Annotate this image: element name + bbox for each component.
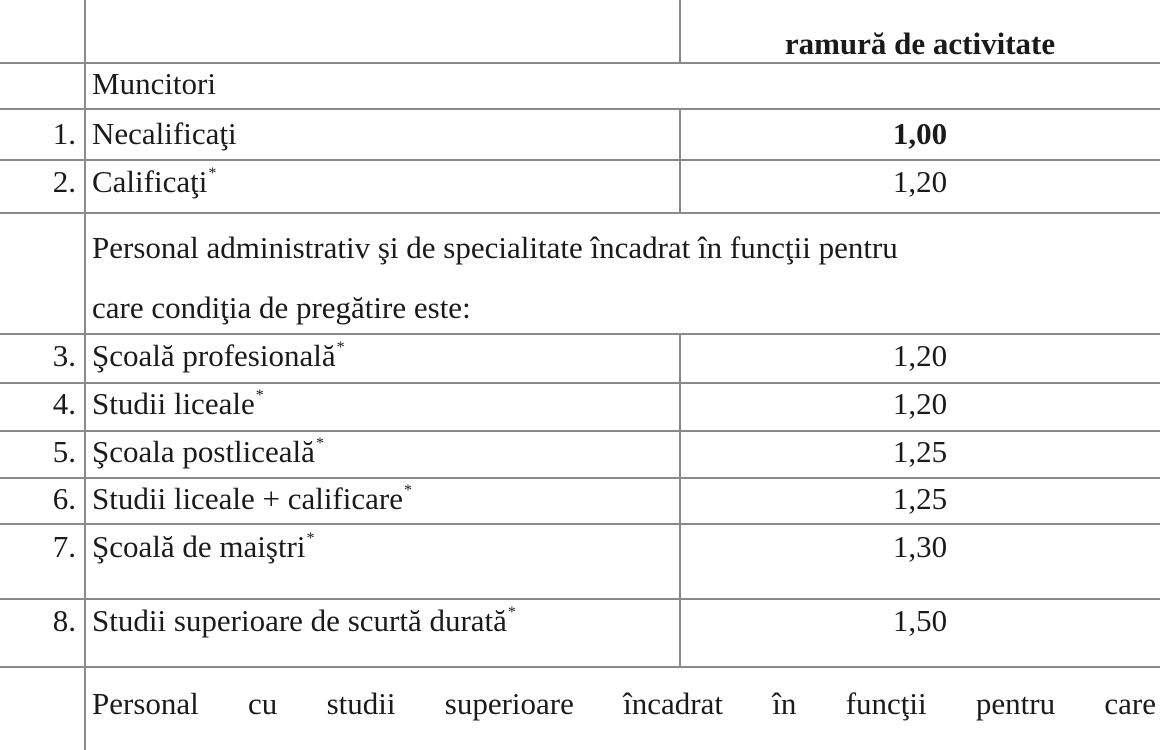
section-title-admin-cont: care condiţia de pregătire este: — [92, 290, 471, 325]
row-label: Şcoală profesională* — [92, 338, 345, 373]
row-label: Studii superioare de scurtă durată* — [92, 603, 516, 638]
row-label: Necalificaţi — [92, 116, 237, 151]
row-number: 1. — [52, 116, 76, 151]
section-title-higher-education: Personal cu studii superioare încadrat în funcţii pentru care — [92, 686, 1156, 721]
row-divider — [0, 108, 1160, 110]
row-divider — [0, 212, 1160, 214]
row-number: 2. — [52, 164, 76, 199]
row-label: Calificaţi* — [92, 164, 217, 199]
row-coefficient: 1,20 — [892, 164, 948, 199]
row-label: Studii liceale* — [92, 386, 264, 421]
row-divider — [0, 598, 1160, 600]
row-number: 8. — [52, 603, 76, 638]
row-coefficient: 1,20 — [892, 386, 948, 421]
row-coefficient: 1,20 — [892, 338, 948, 373]
column-header: ramură de activitate — [784, 26, 1056, 61]
row-coefficient: 1,00 — [892, 116, 948, 151]
row-number: 3. — [52, 338, 76, 373]
row-number: 4. — [52, 386, 76, 421]
row-number: 5. — [52, 434, 76, 469]
row-coefficient: 1,25 — [892, 481, 948, 516]
row-number: 6. — [52, 481, 76, 516]
row-label: Studii liceale + calificare* — [92, 481, 412, 516]
section-title-admin: Personal administrativ şi de specialitate încadrat în funcţii pentru — [92, 230, 898, 265]
row-label: Şcoala postliceală* — [92, 434, 324, 469]
row-divider — [0, 333, 1160, 335]
row-number: 7. — [52, 529, 76, 564]
row-coefficient: 1,50 — [892, 603, 948, 638]
row-coefficient: 1,25 — [892, 434, 948, 469]
column-divider-left — [84, 0, 86, 750]
row-divider — [0, 666, 1160, 668]
row-coefficient: 1,30 — [892, 529, 948, 564]
section-title-workers: Muncitori — [92, 66, 216, 101]
row-label: Şcoală de maiştri* — [92, 529, 315, 564]
